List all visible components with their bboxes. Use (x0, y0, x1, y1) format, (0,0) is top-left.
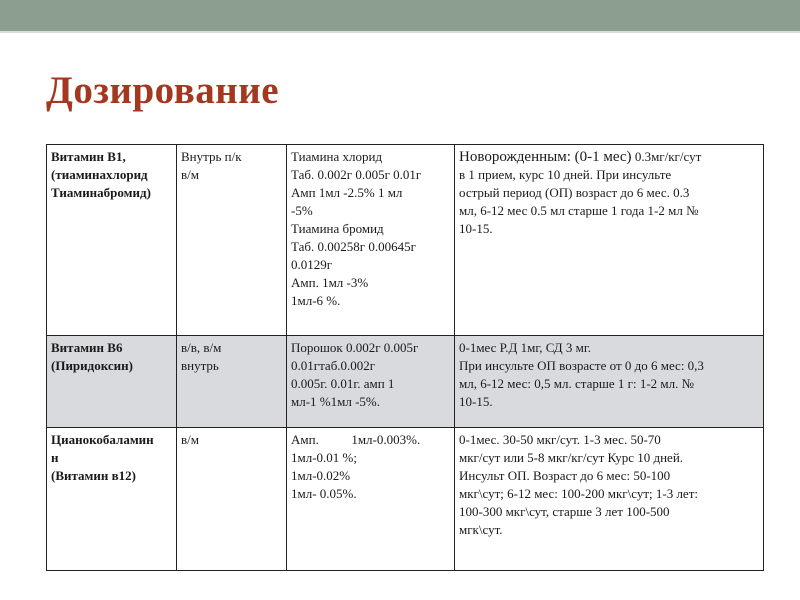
table-row (47, 145, 764, 336)
drug-name-cell: Цианокобаламин н (Витамин в12) (47, 428, 177, 571)
table-row (47, 428, 764, 571)
route-cell: в/в, в/м внутрь (177, 336, 287, 428)
dose-cell: Новорожденным: (0-1 мес) 0.3мг/кг/сут в 1 прием, курс 10 дней. При инсульте острый период (ОП) возраст до 6 мес. 0.3 мл, 6-12 мес 0.5 мл старше 1 года 1-2 мл № 10-15. (455, 145, 764, 336)
top-decor-line (0, 31, 800, 33)
forms-cell: Порошок 0.002г 0.005г 0.01гтаб.0.002г 0.005г. 0.01г. амп 1 мл-1 %1мл -5%. (287, 336, 455, 428)
forms-cell: Тиамина хлорид Таб. 0.002г 0.005г 0.01г Амп 1мл -2.5% 1 мл -5% Тиамина бромид Таб. 0.00258г 0.00645г 0.0129г Амп. 1мл -3% 1мл-6 %. (287, 145, 455, 336)
forms-cell: Амп. 1мл-0.003%. 1мл-0.01 %; 1мл-0.02% 1мл- 0.05%. (287, 428, 455, 571)
route-cell: в/м (177, 428, 287, 571)
dosage-table (46, 144, 764, 571)
slide-title: Дозирование (46, 69, 280, 112)
dose-cell: 0-1мес. 30-50 мкг/сут. 1-3 мес. 50-70 мкг/сут или 5-8 мкг/кг/сут Курс 10 дней. Инсульт ОП. Возраст до 6 мес: 50-100 мкг\сут; 6-12 мес: 100-200 мкг\сут; 1-3 лет: 100-300 мкг\сут, старше 3 лет 100-500 мгк\сут. (455, 428, 764, 571)
table-row (47, 336, 764, 428)
top-decor-bar (0, 0, 800, 31)
route-cell: Внутрь п/к в/м (177, 145, 287, 336)
drug-name-cell: Витамин В6 (Пиридоксин) (47, 336, 177, 428)
drug-name-cell: Витамин В1, (тиаминахлорид Тиаминабромид) (47, 145, 177, 336)
dose-cell: 0-1мес Р.Д 1мг, СД 3 мг. При инсульте ОП возрасте от 0 до 6 мес: 0,3 мл, 6-12 мес: 0,5 мл. старше 1 г: 1-2 мл. № 10-15. (455, 336, 764, 428)
